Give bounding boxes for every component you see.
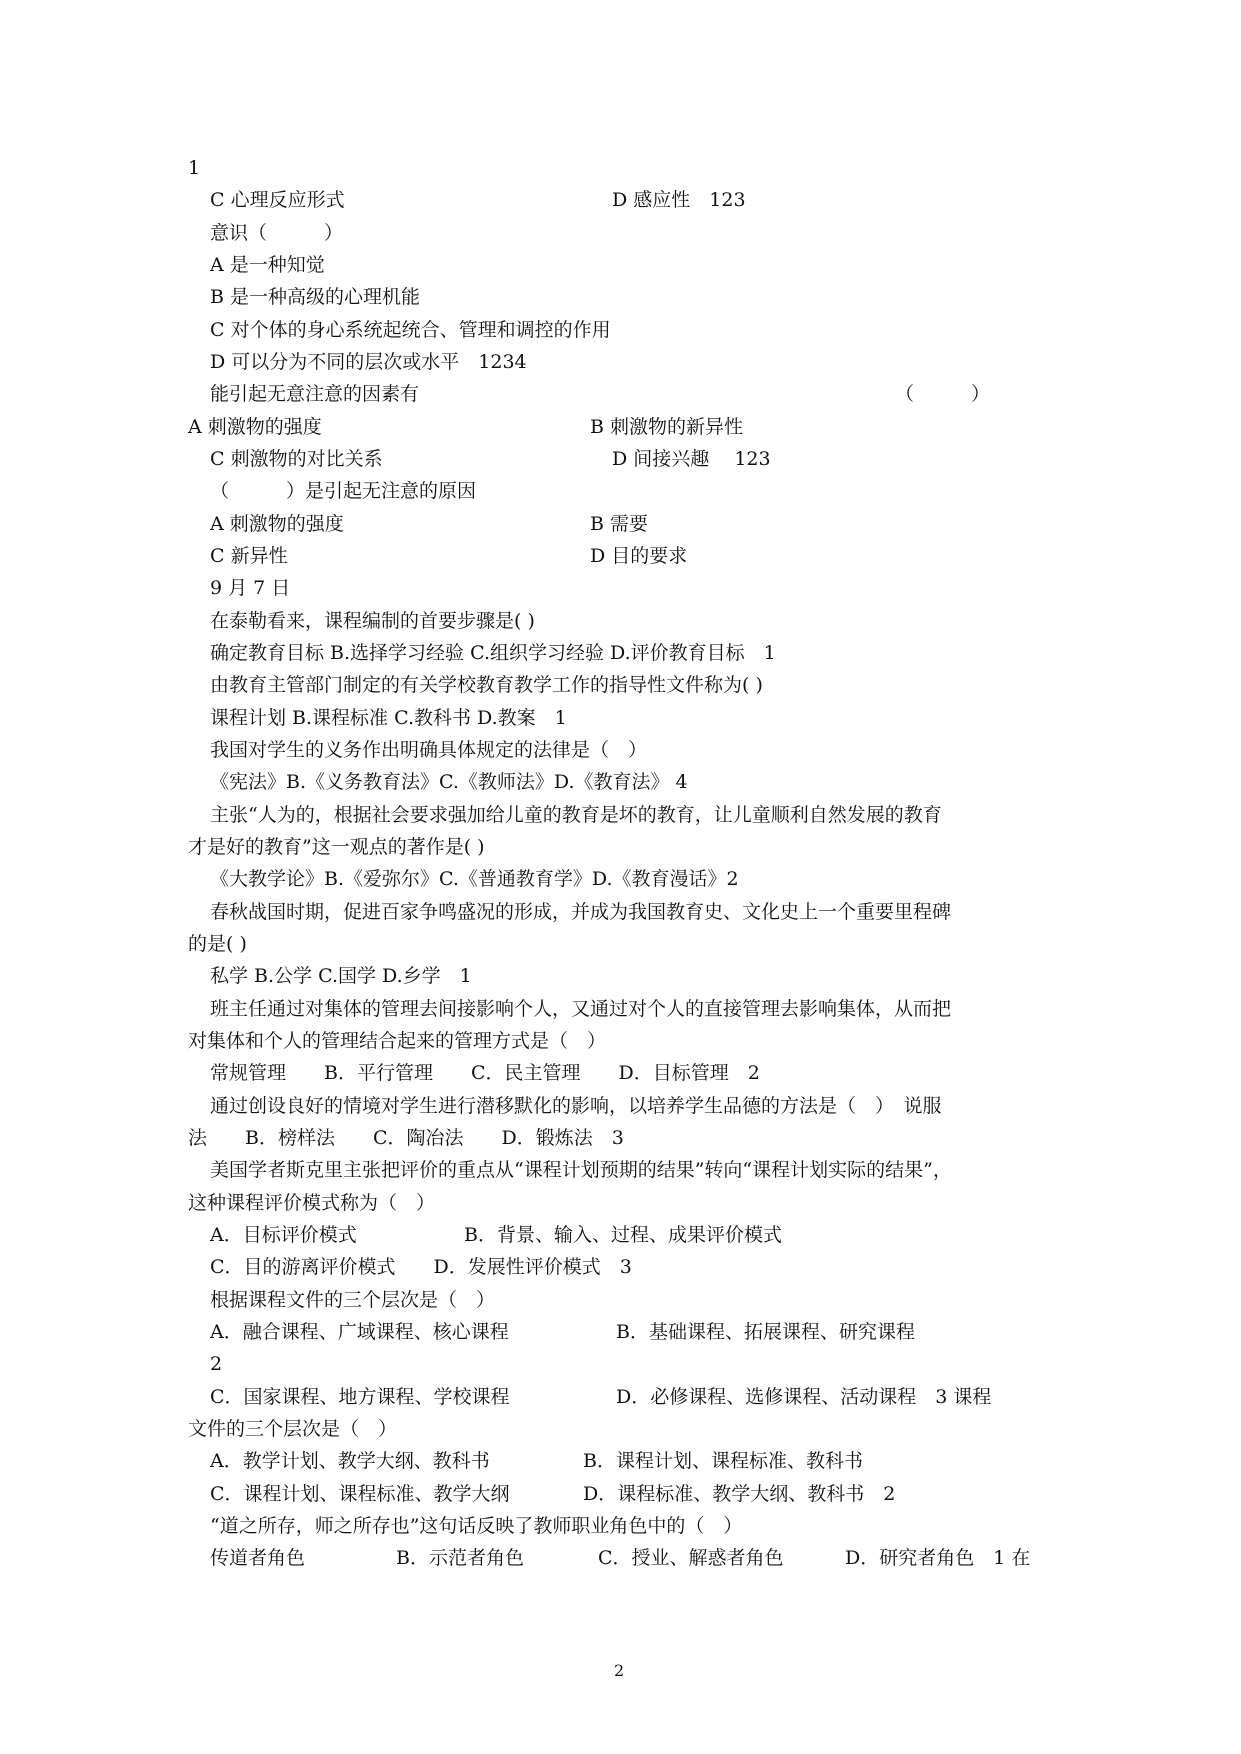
text-line: A．目标评价模式 bbox=[210, 1224, 357, 1246]
text-line: （ ）是引起无注意的原因 bbox=[210, 480, 477, 502]
text-line: 2 bbox=[210, 1353, 223, 1375]
text-line: 通过创设良好的情境对学生进行潜移默化的影响，以培养学生品德的方法是（ ） 说服 bbox=[210, 1095, 942, 1117]
text-line: 9 月 7 日 bbox=[210, 577, 291, 599]
text-line: 我国对学生的义务作出明确具体规定的法律是（ ） bbox=[210, 739, 648, 761]
text-line: B．课程计划、课程标准、教科书 bbox=[583, 1450, 863, 1472]
text-line: 《大教学论》B.《爱弥尔》C.《普通教育学》D.《教育漫话》2 bbox=[210, 868, 739, 890]
text-line: “道之所存，师之所存也”这句话反映了教师职业角色中的（ ） bbox=[210, 1515, 743, 1537]
text-line: 根据课程文件的三个层次是（ ） bbox=[210, 1289, 496, 1311]
text-line: 意识（ ） bbox=[210, 222, 344, 244]
text-line: B 需要 bbox=[590, 513, 649, 535]
text-line: 由教育主管部门制定的有关学校教育教学工作的指导性文件称为( ) bbox=[210, 674, 763, 696]
text-line: C．目的游离评价模式 D．发展性评价模式 3 bbox=[210, 1256, 632, 1278]
text-line: 法 B．榜样法 C．陶冶法 D．锻炼法 3 bbox=[188, 1127, 624, 1149]
text-line: A．教学计划、教学大纲、教科书 bbox=[210, 1450, 490, 1472]
page-number: 2 bbox=[614, 1661, 625, 1680]
text-line: B 是一种高级的心理机能 bbox=[210, 286, 421, 308]
text-line: 文件的三个层次是（ ） bbox=[188, 1418, 398, 1440]
text-line: 美国学者斯克里主张把评价的重点从“课程计划预期的结果”转向“课程计划实际的结果”， bbox=[210, 1159, 952, 1181]
text-line: 确定教育目标 B.选择学习经验 C.组织学习经验 D.评价教育目标 1 bbox=[210, 642, 776, 664]
text-line: A 是一种知觉 bbox=[210, 254, 325, 276]
text-line: 1 bbox=[188, 157, 201, 179]
text-line: C．授业、解惑者角色 bbox=[598, 1547, 784, 1569]
text-line: C．课程计划、课程标准、教学大纲 bbox=[210, 1483, 510, 1505]
text-line: B．示范者角色 bbox=[396, 1547, 524, 1569]
text-line: C 刺激物的对比关系 bbox=[210, 448, 383, 470]
text-line: A．融合课程、广域课程、核心课程 bbox=[210, 1321, 509, 1343]
text-line: 《宪法》B.《义务教育法》C.《教师法》D.《教育法》 4 bbox=[210, 771, 688, 793]
text-line: A 刺激物的强度 bbox=[188, 416, 322, 438]
text-line: 春秋战国时期，促进百家争鸣盛况的形成，并成为我国教育史、文化史上一个重要里程碑 bbox=[210, 901, 952, 923]
text-line: 能引起无意注意的因素有 bbox=[210, 383, 420, 405]
text-line: C 对个体的身心系统起统合、管理和调控的作用 bbox=[210, 319, 611, 341]
text-line: 常规管理 B．平行管理 C．民主管理 D．目标管理 2 bbox=[210, 1062, 760, 1084]
text-line: 才是好的教育”这一观点的著作是( ) bbox=[188, 836, 485, 858]
text-line: C．国家课程、地方课程、学校课程 bbox=[210, 1386, 510, 1408]
text-line: C 心理反应形式 bbox=[210, 189, 345, 211]
text-line: D 目的要求 bbox=[590, 545, 688, 567]
text-line: D 感应性 123 bbox=[612, 189, 746, 211]
text-line: C 新异性 bbox=[210, 545, 288, 567]
text-line: B．基础课程、拓展课程、研究课程 bbox=[616, 1321, 915, 1343]
text-line: 课程计划 B.课程标准 C.教科书 D.教案 1 bbox=[210, 707, 567, 729]
text-line: D．课程标准、教学大纲、教科书 2 bbox=[583, 1483, 896, 1505]
text-line: 在泰勒看来，课程编制的首要步骤是( ) bbox=[210, 610, 535, 632]
text-line: B．背景、输入、过程、成果评价模式 bbox=[464, 1224, 782, 1246]
text-line: 传道者角色 bbox=[210, 1547, 306, 1569]
text-line: 这种课程评价模式称为（ ） bbox=[188, 1192, 436, 1214]
text-line: B 刺激物的新异性 bbox=[590, 416, 744, 438]
text-line: 的是( ) bbox=[188, 933, 247, 955]
text-line: 主张“人为的，根据社会要求强加给儿童的教育是坏的教育，让儿童顺利自然发展的教育 bbox=[210, 804, 942, 826]
text-line: （ ） bbox=[895, 383, 991, 405]
text-line: D 间接兴趣 123 bbox=[612, 448, 771, 470]
text-line: 对集体和个人的管理结合起来的管理方式是（ ） bbox=[188, 1030, 607, 1052]
text-line: D．必修课程、选修课程、活动课程 3 课程 bbox=[616, 1386, 992, 1408]
text-line: 私学 B.公学 C.国学 D.乡学 1 bbox=[210, 965, 472, 987]
text-line: 班主任通过对集体的管理去间接影响个人，又通过对个人的直接管理去影响集体，从而把 bbox=[210, 998, 952, 1020]
text-line: D 可以分为不同的层次或水平 1234 bbox=[210, 351, 527, 373]
text-line: D．研究者角色 1 在 bbox=[845, 1547, 1031, 1569]
text-line: A 刺激物的强度 bbox=[210, 513, 344, 535]
